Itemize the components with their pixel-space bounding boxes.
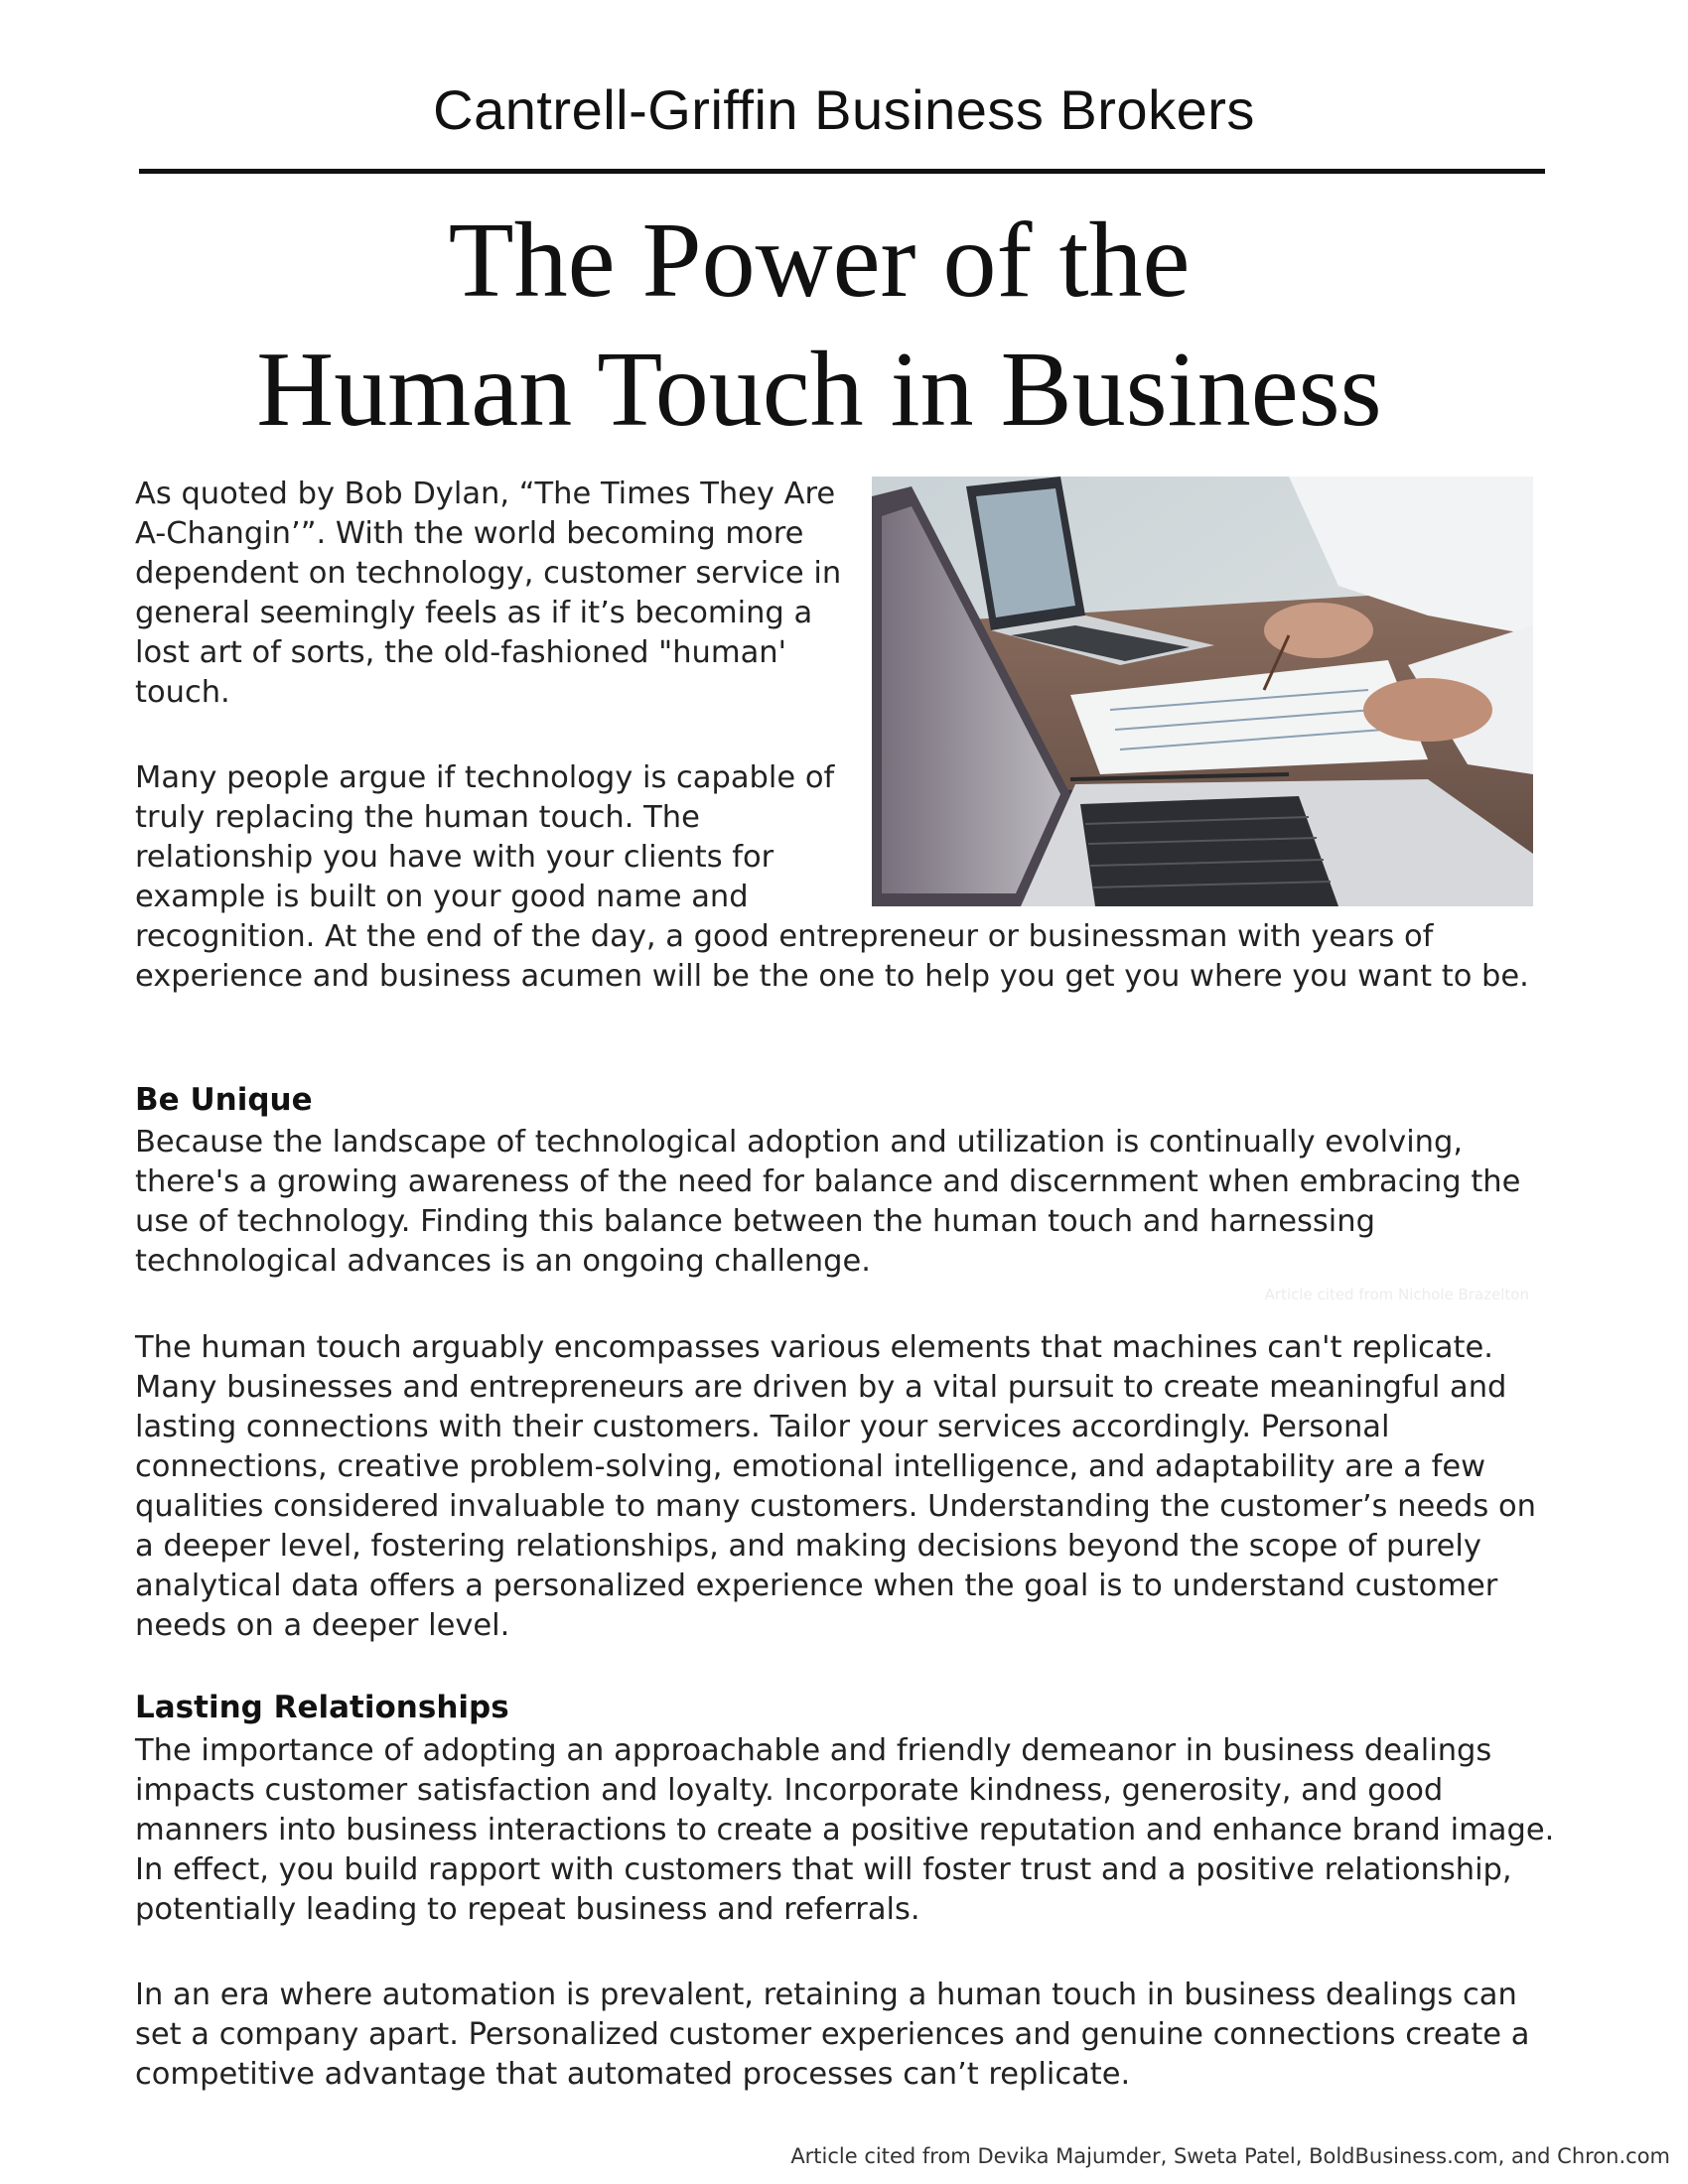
paragraph-automation: In an era where automation is prevalent, retaining a human touch in business dealings can set a company apart. Personalized customer experiences and genuine connections create a competitive advantage that automated processes can’t replicate. <box>135 1978 1530 2092</box>
faint-citation: Article cited from Nichole Brazelton <box>1264 1286 1529 1303</box>
paragraph-balance: Because the landscape of technological adoption and utilization is continually evolving, there's a growing awareness of the need for balance and discernment when embracing the use of technology. Finding this balance between the human touch and harnessing technological advances is an ongoing challenge. <box>135 1125 1521 1279</box>
laptops-photo <box>872 477 1533 906</box>
paragraph-demeanor: The importance of adopting an approachable and friendly demeanor in business dealings impacts customer satisfaction and loyalty. Incorporate kindness, generosity, and good manners into business interactions to create a positive reputation and enhance brand image. In effect, you build rapport with customers that will foster trust and a positive relationship, potentially leading to repeat business and referrals. <box>135 1733 1555 1927</box>
paragraph-technology-wrapped: Many people argue if technology is capable of truly replacing the human touch. The relationship you have with your clients for example is built on your good name and <box>135 760 835 914</box>
title-line-1: The Power of the <box>448 202 1191 320</box>
page-title <box>0 197 1638 455</box>
title-line-2: Human Touch in Business <box>256 331 1382 449</box>
article-citation: Article cited from Devika Majumder, Sweta Patel, BoldBusiness.com, and Chron.com <box>790 2144 1670 2168</box>
section-heading-lasting-relationships: Lasting Relationships <box>135 1690 509 1725</box>
paragraph-technology-continued: recognition. At the end of the day, a good entrepreneur or businessman with years of experience and business acumen will be the one to help you get you where you want to be. <box>135 919 1529 994</box>
company-name: Cantrell-Griffin Business Brokers <box>433 78 1255 141</box>
header-divider <box>139 169 1545 174</box>
section-heading-be-unique: Be Unique <box>135 1082 313 1118</box>
intro-paragraph: As quoted by Bob Dylan, “The Times They Are A-Changin’”. With the world becoming more dependent on technology, customer service in general seemingly feels as if it’s becoming a lost art of sorts, the old-fashioned "human' touch. <box>135 477 842 710</box>
paragraph-human-touch: The human touch arguably encompasses various elements that machines can't replicate. Many businesses and entrepreneurs are driven by a vital pursuit to create meaningful and lasting connections with their customers. Tailor your services accordingly. Personal connections, creative problem-solving, emotional intelligence, and adaptability are a few qualities considered invaluable to many customers. Understanding the customer’s needs on a deeper level, fostering relationships, and making decisions beyond the scope of purely analytical data offers a personalized experience when the goal is to understand customer needs on a deeper level. <box>135 1330 1536 1643</box>
